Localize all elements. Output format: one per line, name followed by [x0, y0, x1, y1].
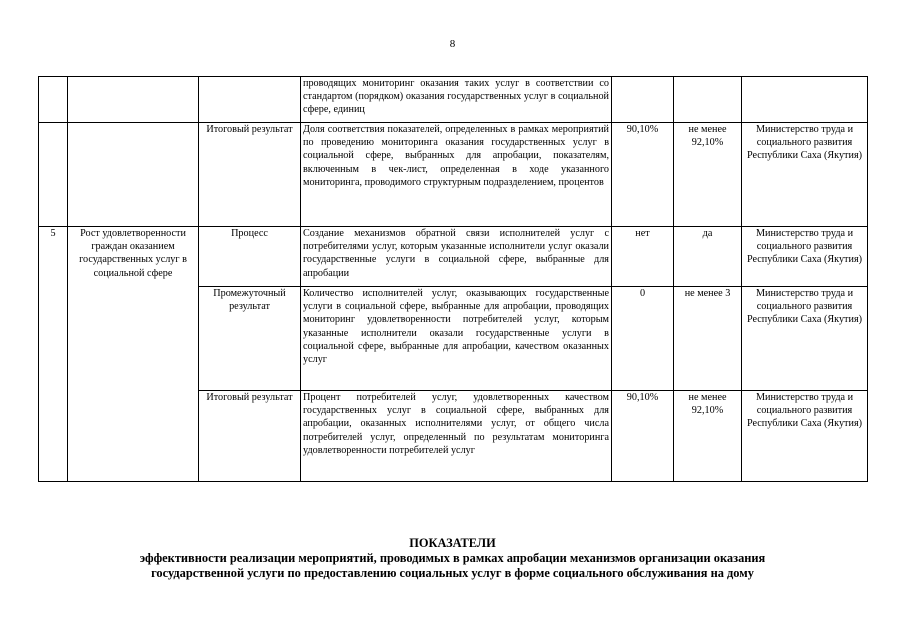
base-value-cell [612, 77, 674, 123]
row-number-cell [39, 123, 68, 227]
indicator-description-cell: Процент потребителей услуг, удовлетворенных качеством государственных услуг в социальной сфере, выбранных для апробации, оказанных исполнителями услуг, от общего числа потребителей услуг, определенный по результатам мониторинга удовлетворенности потребителей услуг [301, 391, 612, 482]
base-value-cell: 0 [612, 287, 674, 391]
indicator-type-cell: Итоговый результат [199, 123, 301, 227]
indicator-type-cell [199, 77, 301, 123]
table-row [39, 123, 868, 227]
base-value-cell: 90,10% [612, 123, 674, 227]
responsible-org-cell: Министерство труда и социального развития Республики Саха (Якутия) [742, 227, 868, 287]
table-row [39, 227, 868, 287]
base-value-cell: нет [612, 227, 674, 287]
indicator-description-cell: Доля соответствия показателей, определенных в рамках мероприятий по проведению мониторинга оказания государственных услуг в социальной сфере, выбранных для апробации, показателям, включенным в чек-лист, определенная в ходе указанного мониторинга, проводимого структурным подразделением, процентов [301, 123, 612, 227]
goal-cell: Рост удовлетворенности граждан оказанием государственных услуг в социальной сфере [68, 227, 199, 482]
responsible-org-cell: Министерство труда и социального развития Республики Саха (Якутия) [742, 287, 868, 391]
target-value-cell [674, 77, 742, 123]
indicator-type-cell: Промежуточный результат [199, 287, 301, 391]
indicator-description-cell: проводящих мониторинг оказания таких услуг в соответствии со стандартом (порядком) оказания государственных услуг в социальной сфере, единиц [301, 77, 612, 123]
base-value-cell: 90,10% [612, 391, 674, 482]
target-value-cell: да [674, 227, 742, 287]
indicator-type-cell: Итоговый результат [199, 391, 301, 482]
page-number: 8 [449, 38, 456, 50]
section-heading-title: ПОКАЗАТЕЛИ [409, 536, 496, 550]
indicator-description-cell: Количество исполнителей услуг, оказывающих государственные услуги в социальной сфере, выбранные для апробации, проводящих мониторинг удовлетворенности потребителей услуг, которым указанные исполнители оказали государственные услуги в социальной сфере, выбранные для апробации, качеством оказанных услуг [301, 287, 612, 391]
section-heading-subtitle-line1: эффективности реализации мероприятий, проводимых в рамках апробации механизмов организации оказания [139, 551, 766, 565]
table-row [39, 77, 868, 123]
row-number-cell [39, 77, 68, 123]
row-number-cell: 5 [39, 227, 68, 482]
responsible-org-cell: Министерство труда и социального развития Республики Саха (Якутия) [742, 123, 868, 227]
goal-cell [68, 123, 199, 227]
section-heading-subtitle-line2: государственной услуги по предоставлению социальных услуг в форме социального обслуживания на дому [151, 566, 754, 580]
target-value-cell: не менее 3 [674, 287, 742, 391]
indicator-description-cell: Создание механизмов обратной связи исполнителей услуг с потребителями услуг, которым указанные исполнители услуг оказали государственные услуги в социальной сфере, выбранные для апробации [301, 227, 612, 287]
target-value-cell: не менее 92,10% [674, 391, 742, 482]
responsible-org-cell [742, 77, 868, 123]
goal-cell [68, 77, 199, 123]
responsible-org-cell: Министерство труда и социального развития Республики Саха (Якутия) [742, 391, 868, 482]
indicator-type-cell: Процесс [199, 227, 301, 287]
target-value-cell: не менее 92,10% [674, 123, 742, 227]
indicators-table [38, 76, 868, 482]
